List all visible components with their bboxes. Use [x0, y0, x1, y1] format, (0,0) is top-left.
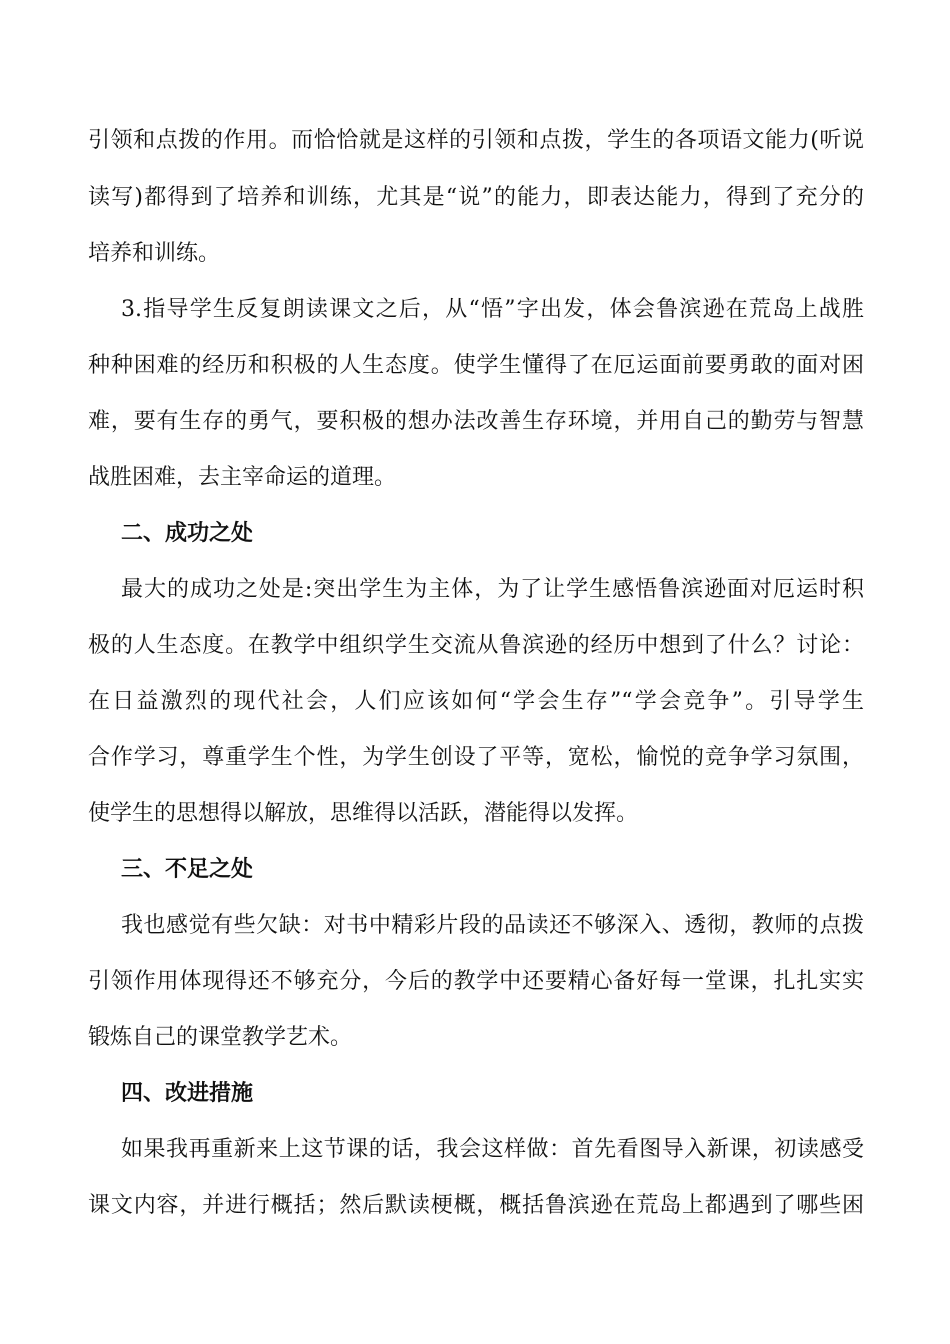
paragraph-line: 在日益激烈的现代社会，人们应该如何“学会生存”“学会竞争”。引导学生	[88, 689, 864, 714]
paragraph-line: 使学生的思想得以解放，思维得以活跃，潜能得以发挥。	[88, 801, 639, 826]
paragraph-line: 种种困难的经历和积极的人生态度。使学生懂得了在厄运面前要勇敢的面对困	[88, 353, 864, 378]
paragraph-line: 极的人生态度。在教学中组织学生交流从鲁滨逊的经历中想到了什么？讨论：	[88, 633, 864, 658]
paragraph-line: 合作学习，尊重学生个性，为学生创设了平等，宽松，愉悦的竞争学习氛围，	[88, 745, 864, 770]
paragraph-line: 锻炼自己的课堂教学艺术。	[88, 1025, 353, 1050]
paragraph-line: 如果我再重新来上这节课的话，我会这样做：首先看图导入新课，初读感受	[121, 1137, 864, 1162]
paragraph-line: 最大的成功之处是:突出学生为主体，为了让学生感悟鲁滨逊面对厄运时积	[121, 577, 864, 602]
section-heading-improvements: 四、改进措施	[121, 1081, 254, 1106]
section-heading-shortcomings: 三、不足之处	[121, 857, 254, 882]
paragraph-line: 难，要有生存的勇气，要积极的想办法改善生存环境，并用自己的勤劳与智慧	[88, 409, 864, 434]
paragraph-line: 课文内容，并进行概括；然后默读梗概，概括鲁滨逊在荒岛上都遇到了哪些困	[88, 1193, 864, 1218]
section-heading-success: 二、成功之处	[121, 521, 254, 546]
paragraph-line: 我也感觉有些欠缺：对书中精彩片段的品读还不够深入、透彻，教师的点拨	[121, 913, 864, 938]
paragraph-line: 培养和训练。	[88, 241, 221, 266]
paragraph-line: 3.指导学生反复朗读课文之后，从“悟”字出发，体会鲁滨逊在荒岛上战胜	[121, 297, 864, 322]
paragraph-line: 战胜困难，去主宰命运的道理。	[88, 465, 397, 490]
paragraph-line: 读写)都得到了培养和训练，尤其是“说”的能力，即表达能力，得到了充分的	[88, 185, 864, 210]
paragraph-line: 引领作用体现得还不够充分，今后的教学中还要精心备好每一堂课，扎扎实实	[88, 969, 864, 994]
paragraph-line: 引领和点拨的作用。而恰恰就是这样的引领和点拨，学生的各项语文能力(听说	[88, 128, 864, 153]
